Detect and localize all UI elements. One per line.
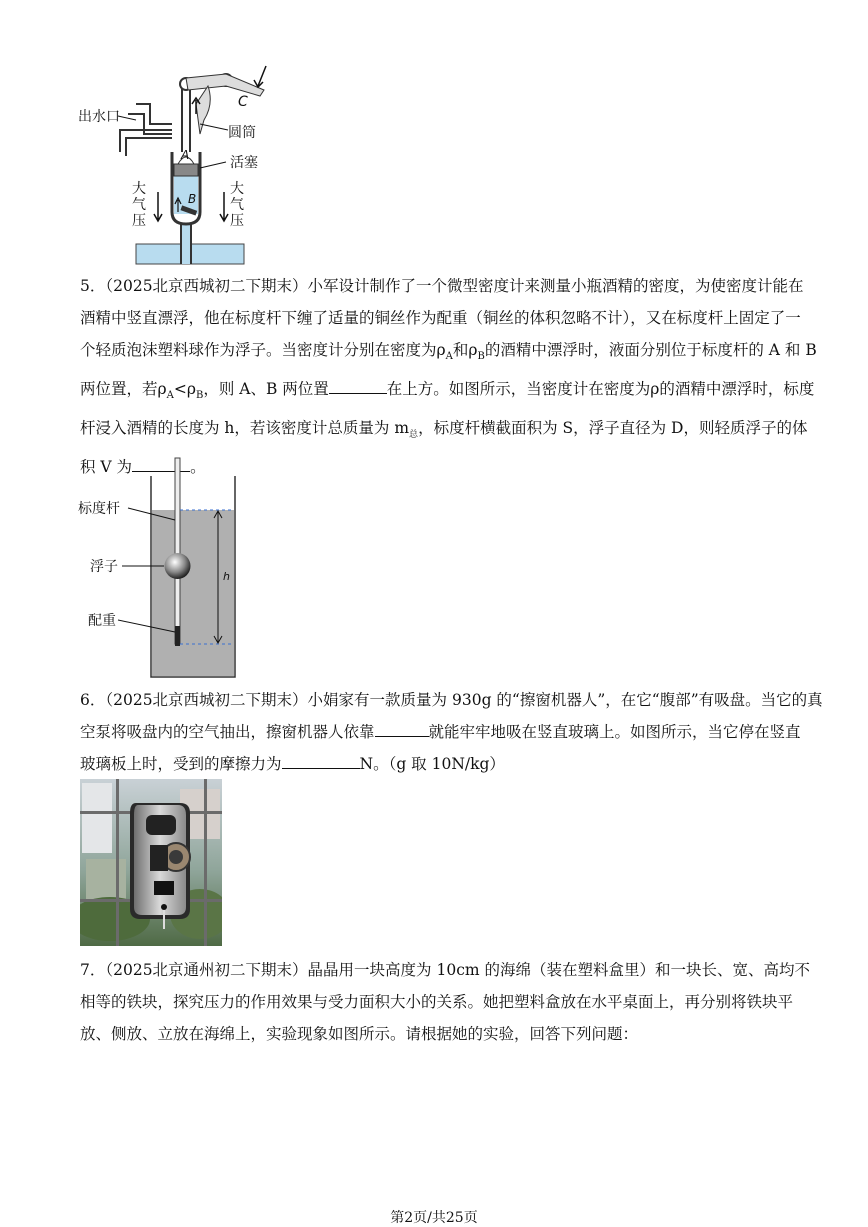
label-h: h	[223, 570, 230, 583]
q6-line-3-b: N。（g 取 10N/kg）	[359, 755, 505, 773]
hydrometer-figure	[78, 456, 258, 680]
rho-a-sub: A	[445, 351, 453, 363]
q5-line-6-b: 。	[190, 458, 206, 477]
robot-photo	[80, 779, 222, 946]
rho-b-sub-2: B	[195, 390, 204, 402]
answer-blank-4[interactable]	[282, 752, 360, 769]
label-atm-right-2: 气	[230, 197, 244, 213]
label-atm-right-1: 大	[230, 181, 244, 197]
q5-line-5-a: 杆浸入酒精的长度为 h，若该密度计总质量为 m	[80, 419, 410, 438]
q7-line-3: 放、侧放、立放在海绵上，实验现象如图所示。请根据她的实验，回答下列问题：	[80, 1025, 639, 1043]
q6-line-3	[80, 748, 792, 780]
rho-a-sub-2: A	[166, 390, 174, 402]
q6-line-1: 6．（2025北京西城初二下期末）小娟家有一款质量为 930g 的“擦窗机器人”，在它“腹部”有吸盘。当它的真	[80, 691, 823, 709]
label-cylinder: 圆筒	[228, 125, 256, 141]
q5-line-4-b: ，则 A、B 两位置	[203, 380, 329, 399]
q5-line-5-b: ，标度杆横截面积为 S，浮子直径为 D，则轻质浮子的体	[418, 419, 808, 438]
q5-line-4-c: 在上方。如图所示，当密度计在密度为ρ的酒精中漂浮时，标度	[386, 380, 815, 399]
q5-line-2: 酒精中竖直漂浮，他在标度杆下缠了适量的铜丝作为配重（铜丝的体积忽略不计），又在标度杆上固定了一	[80, 309, 801, 327]
q5-line-5	[80, 412, 808, 451]
label-float: 浮子	[90, 559, 118, 575]
rho-b-sub: B	[477, 351, 485, 363]
q5-line-4-a: 两位置，若ρ	[80, 380, 167, 399]
q5-line-1: 5．（2025北京西城初二下期末）小军设计制作了一个微型密度计来测量小瓶酒精的密度，为使密度计能在	[80, 277, 804, 295]
robot-photo-illustration	[80, 779, 222, 946]
question-5	[80, 270, 817, 483]
q5-line-4-lt: <ρ	[173, 380, 196, 399]
question-6	[80, 684, 823, 780]
label-atm-left-1: 大	[132, 181, 146, 197]
question-7	[80, 954, 811, 1050]
label-atm-left-3: 压	[132, 213, 146, 229]
answer-blank-1[interactable]	[329, 377, 387, 394]
label-valve-a: A	[181, 148, 190, 162]
q5-line-4	[80, 373, 815, 412]
q5-line-3-a: 个轻质泡沫塑料球作为浮子。当密度计分别在密度为ρ	[80, 341, 446, 359]
m-total-sub: 总	[409, 430, 419, 441]
q7-line-2: 相等的铁块，探究压力的作用效果与受力面积大小的关系。她把塑料盒放在水平桌面上，再分别将铁块平	[80, 993, 794, 1011]
label-atm-left-2: 气	[132, 197, 146, 213]
pump-figure	[78, 64, 278, 269]
page-number: 第2页/共25页	[390, 1210, 478, 1226]
label-handle-c: C	[238, 94, 248, 110]
q5-line-3-end: 的酒精中漂浮时，液面分别位于标度杆的 A 和 B	[484, 341, 817, 359]
q6-line-2	[80, 716, 801, 748]
q5-line-3-mid: 和ρ	[452, 341, 478, 359]
q5-line-3	[80, 334, 817, 373]
q5-line-6-a: 积 V 为	[80, 458, 133, 477]
q6-line-3-a: 玻璃板上时，受到的摩擦力为	[80, 755, 282, 773]
label-atm-right-3: 压	[230, 213, 244, 229]
label-valve-b: B	[188, 192, 197, 206]
q6-line-2-a: 空泵将吸盘内的空气抽出，擦窗机器人依靠	[80, 723, 375, 741]
answer-blank-3[interactable]	[375, 720, 429, 737]
q6-line-2-b: 就能牢牢地吸在竖直玻璃上。如图所示，当它停在竖直	[428, 723, 801, 741]
q7-line-1: 7．（2025北京通州初二下期末）晶晶用一块高度为 10cm 的海绵（装在塑料盒里）和一块长、宽、高均不	[80, 961, 811, 979]
label-weight: 配重	[88, 613, 116, 629]
label-piston: 活塞	[230, 155, 258, 171]
label-outlet: 出水口	[78, 109, 120, 125]
label-rod: 标度杆	[78, 501, 120, 517]
